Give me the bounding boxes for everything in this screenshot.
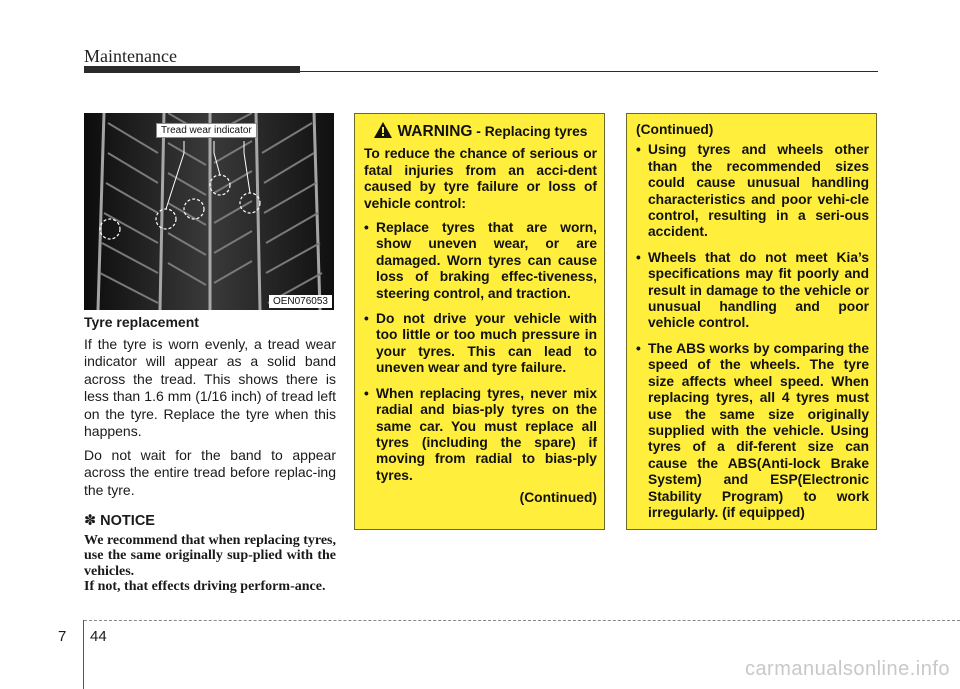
list-item: • Do not drive your vehicle with too little or too much pressure in your tyres. This can lead to uneven wear and tyre failure. — [364, 311, 597, 376]
notice-heading: ✽ NOTICE — [84, 513, 155, 529]
warning-list — [364, 220, 597, 484]
continued-label: (Continued) — [519, 490, 597, 506]
body-paragraph: Do not wait for the band to appear across the entire tread before replac-ing the tyre. — [84, 446, 336, 498]
bullet: • — [364, 311, 369, 327]
list-item: • Wheels that do not meet Kia’s specifications may fit poorly and result in damage to the vehicle or unusual handling and poor vehicle control. — [636, 249, 869, 331]
tread-wear-indicator-callout: Tread wear indicator — [156, 123, 257, 138]
figure-code: OEN076053 — [269, 295, 332, 308]
list-item: • The ABS works by comparing the speed of the wheels. The tyre size affects wheel speed. When replacing tyres, all 4 tyres must use the same size originally supplied with the vehicle. Using tyres of a dif-ferent size can cause the ABS(Anti-lock Brake System) and ESP(Electronic Stability Program) to work irregularly. (if equipped) — [636, 340, 869, 520]
header-rule — [300, 71, 878, 72]
notice-paragraph: We recommend that when replacing tyres, use the same originally sup-plied with the vehicles. — [84, 532, 336, 579]
warning-box — [354, 113, 605, 530]
tyre-tread-image — [84, 113, 334, 310]
bullet: • — [636, 249, 641, 265]
section-heading: Tyre replacement — [84, 314, 199, 330]
list-item: • When replacing tyres, never mix radial and bias-ply tyres on the same car. You must replace all tyres (including the spare) if moving from radial to bias-ply tyres. — [364, 385, 597, 483]
continued-label: (Continued) — [636, 122, 714, 137]
left-column — [84, 314, 336, 595]
warning-word: WARNING — [397, 123, 473, 140]
chapter-number: 7 — [58, 628, 67, 645]
notice-paragraph: If not, that effects driving perform-ance. — [84, 579, 326, 594]
warning-list — [636, 142, 869, 521]
header-bar — [84, 66, 300, 73]
bullet: • — [636, 142, 641, 158]
footer-rule — [84, 620, 960, 621]
page-number: 44 — [90, 628, 107, 645]
watermark: carmanualsonline.info — [744, 658, 950, 680]
warning-subtitle: - Replacing tyres — [472, 123, 588, 139]
tyre-tread-photo — [84, 113, 334, 310]
bullet: • — [636, 340, 641, 356]
warning-triangle-icon — [374, 122, 392, 142]
body-paragraph: If the tyre is worn evenly, a tread wear indicator will appear as a solid band across the tread. This shows there is less than 1.6 mm (1/16 inch) of tread left on the tyre. Replace the tyre when this happens. — [84, 335, 336, 439]
list-item: • Using tyres and wheels other than the recommended sizes could cause unusual handling characteristics and poor vehi-cle control, resulting in a seri-ous accident. — [636, 142, 869, 240]
bullet: • — [364, 385, 369, 401]
list-item: • Replace tyres that are worn, show uneven wear, or are damaged. Worn tyres can cause loss of braking effec-tiveness, steering control, and traction. — [364, 220, 597, 301]
warning-continued-box — [626, 113, 877, 530]
header-title: Maintenance — [84, 46, 177, 66]
bullet: • — [364, 220, 369, 236]
footer-divider — [83, 620, 84, 689]
warning-heading — [364, 122, 597, 142]
warning-intro: To reduce the chance of serious or fatal injuries from an acci-dent caused by tyre failure or loss of vehicle control: — [364, 146, 597, 211]
